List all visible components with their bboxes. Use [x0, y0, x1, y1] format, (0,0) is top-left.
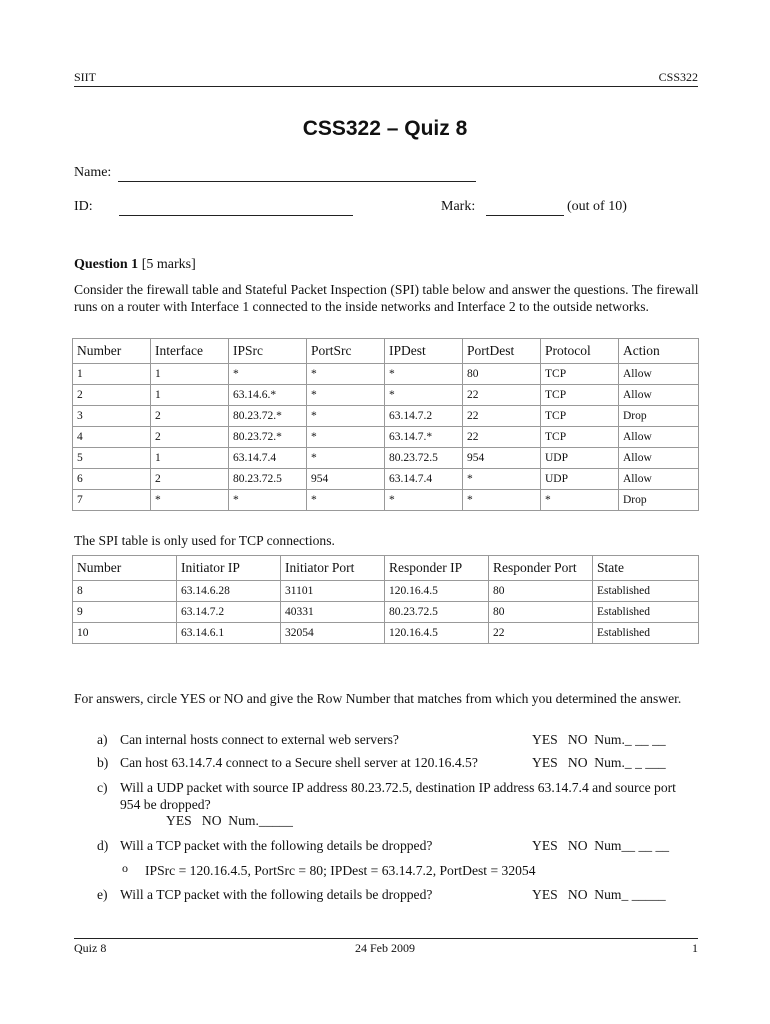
- firewall-table-cell: *: [307, 406, 385, 427]
- firewall-table-cell: 6: [73, 469, 151, 490]
- firewall-table-cell: 22: [463, 427, 541, 448]
- spi-column-header: Initiator IP: [177, 556, 281, 581]
- firewall-table-row: [73, 469, 699, 490]
- question-d: [0, 837, 770, 855]
- firewall-table-row: [73, 385, 699, 406]
- firewall-table-cell: 954: [307, 469, 385, 490]
- firewall-table-cell: TCP: [541, 385, 619, 406]
- answer-choices[interactable]: YES NO Num_ _____: [532, 887, 666, 902]
- name-label: Name:: [74, 165, 112, 180]
- firewall-table-cell: Allow: [619, 364, 699, 385]
- spi-column-header: Initiator Port: [281, 556, 385, 581]
- spi-table-row: [73, 623, 699, 644]
- firewall-table-row: [73, 490, 699, 511]
- firewall-body: [73, 364, 699, 511]
- firewall-column-header: Interface: [151, 339, 229, 364]
- firewall-table-cell: 1: [151, 364, 229, 385]
- spi-header-row: [73, 556, 699, 581]
- spi-table-cell: 80.23.72.5: [385, 602, 489, 623]
- firewall-table-cell: 80.23.72.*: [229, 427, 307, 448]
- firewall-table-cell: *: [229, 490, 307, 511]
- spi-table-cell: 80: [489, 602, 593, 623]
- firewall-table-cell: 63.14.6.*: [229, 385, 307, 406]
- spi-table-cell: 40331: [281, 602, 385, 623]
- question-number: Question 1: [74, 257, 139, 272]
- question-text: Will a TCP packet with the following details be dropped?: [120, 887, 433, 902]
- question-b: [0, 754, 770, 772]
- answer-choices[interactable]: YES NO Num__ __ __: [532, 838, 670, 853]
- question-heading: [74, 257, 196, 273]
- spi-column-header: Number: [73, 556, 177, 581]
- spi-table-cell: Established: [593, 581, 699, 602]
- spi-table-cell: 31101: [281, 581, 385, 602]
- firewall-column-header: PortDest: [463, 339, 541, 364]
- firewall-table-cell: 3: [73, 406, 151, 427]
- id-label: ID:: [74, 199, 93, 214]
- firewall-column-header: IPSrc: [229, 339, 307, 364]
- question-intro: Consider the firewall table and Stateful Packet Inspection (SPI) table below and answer the questions. The firewall runs on a router with Interface 1 connected to the inside networks and Interface 2 to the outside networks.: [74, 282, 699, 314]
- firewall-table-cell: Allow: [619, 385, 699, 406]
- firewall-table-cell: UDP: [541, 448, 619, 469]
- firewall-table-cell: UDP: [541, 469, 619, 490]
- name-field[interactable]: [118, 181, 476, 182]
- firewall-table-cell: Drop: [619, 490, 699, 511]
- spi-column-header: Responder Port: [489, 556, 593, 581]
- header-right: CSS322: [658, 70, 698, 84]
- firewall-table-cell: 1: [151, 448, 229, 469]
- instructions: For answers, circle YES or NO and give the Row Number that matches from which you determined the answer.: [74, 691, 682, 706]
- id-field[interactable]: [119, 215, 353, 216]
- firewall-table-cell: TCP: [541, 364, 619, 385]
- answer-choices[interactable]: YES NO Num._ __ __: [532, 732, 666, 747]
- firewall-table-cell: *: [307, 385, 385, 406]
- footer-date: 24 Feb 2009: [355, 941, 415, 955]
- firewall-header-row: [73, 339, 699, 364]
- spi-column-header: State: [593, 556, 699, 581]
- firewall-table-row: [73, 364, 699, 385]
- spi-column-header: Responder IP: [385, 556, 489, 581]
- firewall-column-header: Protocol: [541, 339, 619, 364]
- question-text: Can host 63.14.7.4 connect to a Secure shell server at 120.16.4.5?: [120, 755, 478, 770]
- question-c: [0, 779, 770, 835]
- firewall-table-cell: *: [463, 469, 541, 490]
- firewall-table-cell: 22: [463, 406, 541, 427]
- firewall-table-cell: *: [541, 490, 619, 511]
- firewall-table-cell: Allow: [619, 448, 699, 469]
- firewall-table-cell: 4: [73, 427, 151, 448]
- firewall-table-cell: *: [307, 427, 385, 448]
- firewall-table-cell: 63.14.7.4: [385, 469, 463, 490]
- firewall-table-cell: 2: [151, 469, 229, 490]
- spi-table-cell: 10: [73, 623, 177, 644]
- firewall-table-cell: *: [307, 448, 385, 469]
- spi-table: [72, 555, 699, 644]
- firewall-table-cell: *: [463, 490, 541, 511]
- spi-body: [73, 581, 699, 644]
- firewall-table-cell: 63.14.7.*: [385, 427, 463, 448]
- page-number: 1: [692, 941, 698, 955]
- firewall-table-cell: Allow: [619, 469, 699, 490]
- firewall-table-cell: *: [229, 364, 307, 385]
- firewall-table: [72, 338, 699, 511]
- packet-details: IPSrc = 120.16.4.5, PortSrc = 80; IPDest = 63.14.7.2, PortDest = 32054: [145, 863, 536, 878]
- firewall-table-cell: *: [385, 490, 463, 511]
- spi-table-cell: 32054: [281, 623, 385, 644]
- question-text: Will a UDP packet with source IP address 80.23.72.5, destination IP address 63.14.7.4 and source port 954 be dropped?: [120, 780, 676, 812]
- firewall-table-cell: Drop: [619, 406, 699, 427]
- firewall-table-cell: TCP: [541, 406, 619, 427]
- spi-table-row: [73, 581, 699, 602]
- answer-choices[interactable]: YES NO Num._____: [166, 813, 293, 828]
- firewall-table-cell: 5: [73, 448, 151, 469]
- firewall-table-cell: *: [307, 490, 385, 511]
- firewall-table-cell: 2: [151, 406, 229, 427]
- firewall-table-cell: *: [385, 364, 463, 385]
- firewall-table-cell: Allow: [619, 427, 699, 448]
- spi-table-cell: 80: [489, 581, 593, 602]
- mark-field[interactable]: [486, 215, 564, 216]
- page-title: CSS322 – Quiz 8: [302, 117, 468, 140]
- firewall-table-cell: 80.23.72.*: [229, 406, 307, 427]
- firewall-table-cell: *: [307, 364, 385, 385]
- spi-table-cell: 63.14.6.1: [177, 623, 281, 644]
- firewall-table-row: [73, 448, 699, 469]
- footer-divider: [74, 938, 698, 939]
- spi-table-cell: 9: [73, 602, 177, 623]
- footer-left: Quiz 8: [74, 941, 107, 955]
- firewall-column-header: PortSrc: [307, 339, 385, 364]
- firewall-table-cell: 2: [73, 385, 151, 406]
- mark-label: Mark:: [441, 199, 476, 214]
- firewall-table-cell: 63.14.7.4: [229, 448, 307, 469]
- question-d-detail: [0, 862, 770, 880]
- firewall-table-cell: 7: [73, 490, 151, 511]
- question-label: c): [97, 780, 108, 795]
- mark-suffix: (out of 10): [567, 199, 627, 214]
- question-a: [0, 731, 770, 749]
- question-marks: [5 marks]: [141, 257, 196, 272]
- spi-table-cell: 8: [73, 581, 177, 602]
- spi-table-cell: 120.16.4.5: [385, 581, 489, 602]
- question-label: e): [97, 887, 108, 902]
- firewall-table-row: [73, 427, 699, 448]
- firewall-table-cell: 2: [151, 427, 229, 448]
- firewall-table-cell: 80: [463, 364, 541, 385]
- firewall-table-cell: 63.14.7.2: [385, 406, 463, 427]
- firewall-table-cell: *: [151, 490, 229, 511]
- firewall-table-cell: 80.23.72.5: [229, 469, 307, 490]
- question-label: d): [97, 838, 109, 853]
- spi-table-row: [73, 602, 699, 623]
- firewall-table-cell: 1: [73, 364, 151, 385]
- firewall-table-cell: 80.23.72.5: [385, 448, 463, 469]
- spi-table-cell: 63.14.7.2: [177, 602, 281, 623]
- spi-table-cell: 63.14.6.28: [177, 581, 281, 602]
- firewall-column-header: Action: [619, 339, 699, 364]
- spi-table-cell: Established: [593, 602, 699, 623]
- header-divider: [74, 86, 698, 87]
- question-text: Can internal hosts connect to external web servers?: [120, 732, 399, 747]
- firewall-table-row: [73, 406, 699, 427]
- firewall-table-cell: *: [385, 385, 463, 406]
- spi-table-cell: 22: [489, 623, 593, 644]
- firewall-table-cell: 954: [463, 448, 541, 469]
- firewall-column-header: Number: [73, 339, 151, 364]
- question-label: a): [97, 732, 108, 747]
- firewall-table-cell: 1: [151, 385, 229, 406]
- firewall-column-header: IPDest: [385, 339, 463, 364]
- question-e: [0, 886, 770, 904]
- question-text: Will a TCP packet with the following details be dropped?: [120, 838, 433, 853]
- spi-table-cell: 120.16.4.5: [385, 623, 489, 644]
- firewall-table-cell: TCP: [541, 427, 619, 448]
- answer-choices[interactable]: YES NO Num._ _ ___: [532, 755, 666, 770]
- bullet-icon: o: [122, 861, 128, 875]
- spi-caption: The SPI table is only used for TCP connections.: [74, 533, 335, 548]
- header-left: SIIT: [74, 70, 96, 84]
- question-label: b): [97, 755, 109, 770]
- spi-table-cell: Established: [593, 623, 699, 644]
- firewall-table-cell: 22: [463, 385, 541, 406]
